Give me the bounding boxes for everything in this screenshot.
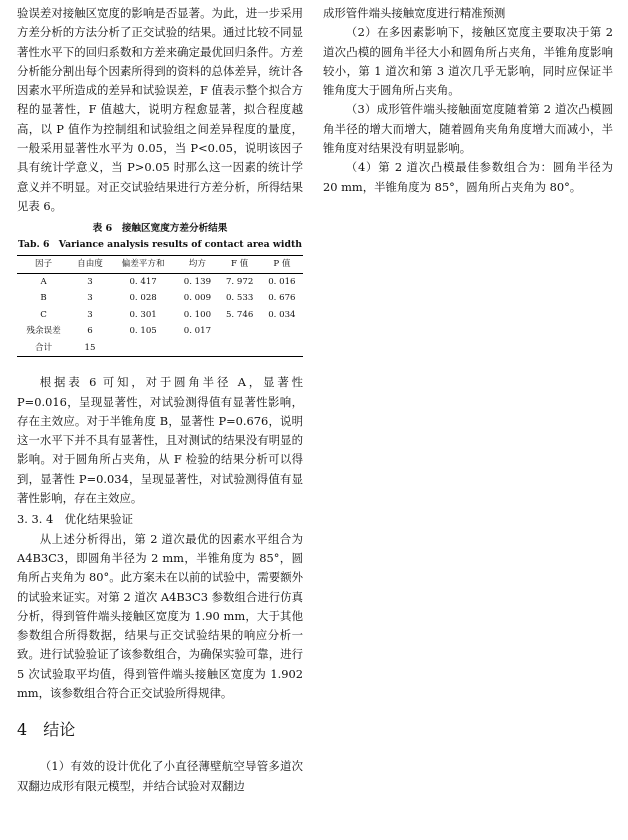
table-header-cell: F 值 (230, 259, 249, 270)
table-cell: 0. 139 (183, 276, 212, 287)
table-row (17, 307, 303, 324)
variance-table (17, 255, 303, 357)
chapter-heading (17, 719, 303, 741)
conclusion-item-2: （2）在多因素影响下，接触区宽度主要取决于第 2 道次凸模的圆角半径大小和圆角所占夹角，半锥角度影响较小，第 1 道次和第 3 道次几乎无影响，同时应保证半锥角度大于圆角所占夹角。 (323, 25, 613, 98)
table-cell: C (40, 309, 47, 320)
table-cell: 3 (87, 293, 93, 304)
table-cell (176, 340, 218, 357)
table-header-row (17, 256, 303, 274)
chapter-number: 4 (17, 720, 28, 740)
table-cell: 0. 017 (183, 326, 212, 337)
table-row (17, 323, 303, 340)
table-caption-cn: 表 6 接触区宽度方差分析结果 (92, 223, 228, 235)
table-cell: 7. 972 (225, 276, 254, 287)
conclusion-item-3: （3）成形管件端头接触面宽度随着第 2 道次凸模圆角半径的增大而增大，随着圆角夹角角度增大而减小，半锥角度对结果没有明显影响。 (323, 102, 613, 156)
table-cell: 5. 746 (225, 309, 254, 320)
table-cell: 合计 (34, 342, 53, 353)
table-cell: 3 (87, 276, 93, 287)
table-cell: B (40, 293, 47, 304)
table-cell: A (40, 276, 47, 287)
table-header-cell: 因子 (34, 259, 53, 270)
table-cell: 0. 533 (225, 293, 254, 304)
table-cell: 0. 028 (129, 293, 157, 304)
table-cell (261, 323, 303, 340)
table-cell: 6 (87, 326, 93, 337)
variance-table-block (17, 221, 303, 357)
table-row (17, 340, 303, 357)
table-cell: 残余误差 (26, 326, 61, 337)
table-row (17, 290, 303, 307)
table-cell: 0. 105 (129, 326, 157, 337)
table-cell (219, 340, 261, 357)
table-cell: 0. 016 (268, 276, 296, 287)
table-header-cell: 偏差平方和 (121, 259, 165, 270)
conclusion-item-1: （1）有效的设计优化了小直径薄壁航空导管多道次双翻边成形有限元模型，并结合试验对双翻边 (17, 759, 303, 793)
table-analysis-paragraph: 根据表 6 可知，对于圆角半径 A，显著性 P=0.016，呈现显著性，对试验测得值有显著性影响，存在主效应。对于半锥角度 B，显著性 P=0.676，说明这一水平下并不具有显著性，且对测试的结果没有明显的影响。对于圆角所占夹角，从 F 检验的结果分析可以得到，显著性 P=0.034，呈现显著性，对试验测得值有显著性影响，存在主效应。 (17, 375, 303, 506)
table-header-cell: 自由度 (77, 259, 103, 270)
conclusion-continuation: 成形管件端头接触宽度进行精准预测 (323, 6, 506, 20)
table-cell: 15 (84, 342, 96, 353)
table-row (17, 273, 303, 290)
right-column (323, 4, 613, 197)
table-header-cell: 均方 (188, 259, 206, 270)
validation-paragraph: 从上述分析得出，第 2 道次最优的因素水平组合为 A4B3C3，即圆角半径为 2 mm，半锥角度为 85°，圆角所占夹角为 80°。此方案未在以前的试验中，需要额外的试验来证实。对第 2 道次 A4B3C3 参数组合进行仿真分析，得到管件端头接触区宽度为 1.90 mm，大于其他参数组合所得数据，结果与正交试验结果的响应分析一致。进行试验验证了该参数组合，为确保实验可靠，进行 5 次试验取平均值，得到管件端头接触区宽度为 1.902 mm，该参数组合符合正交试验所得规律。 (17, 531, 303, 701)
section-heading: 3. 3. 4 优化结果验证 (17, 512, 133, 527)
intro-paragraph: 验误差对接触区宽度的影响是否显著。为此，进一步采用方差分析的方法分析了正交试验的结果。通过比较不同显著性水平下的回归系数和方差来确定最优回归条件。方差分析能分割出每个因素所得到的资料的总体差异，统计各因素水平所造成的差异和试验误差，F 值表示整个拟合方程的显著性，F 值越大，说明方程愈显著，拟合程度越高，以 P 值作为控制组和试验组之间差异程度的量度，一般采用显著性水平为 0.05，当 P<0.05，说明该因子具有统计学意义，当 P>0.05 时那么这一因素的统计学意义并不明显。对正交试验结果进行方差分析，所得结果见表 6。 (17, 6, 303, 213)
table-cell: 0. 009 (183, 293, 212, 304)
chapter-title: 结论 (43, 720, 76, 740)
table-cell: 0. 100 (183, 309, 212, 320)
table-header-cell: P 值 (273, 259, 291, 270)
table-cell: 0. 676 (268, 293, 296, 304)
left-column (17, 4, 303, 796)
table-cell: 3 (87, 309, 93, 320)
conclusion-item-4: （4）第 2 道次凸模最佳参数组合为：圆角半径为 20 mm，半锥角度为 85°，圆角所占夹角为 80°。 (323, 160, 613, 194)
table-cell: 0. 034 (268, 309, 296, 320)
table-cell: 0. 301 (129, 309, 157, 320)
table-cell (261, 340, 303, 357)
table-cell (110, 340, 176, 357)
table-caption-en: Tab. 6 Variance analysis results of contact area width (17, 239, 303, 251)
table-cell (219, 323, 261, 340)
table-cell: 0. 417 (129, 276, 157, 287)
